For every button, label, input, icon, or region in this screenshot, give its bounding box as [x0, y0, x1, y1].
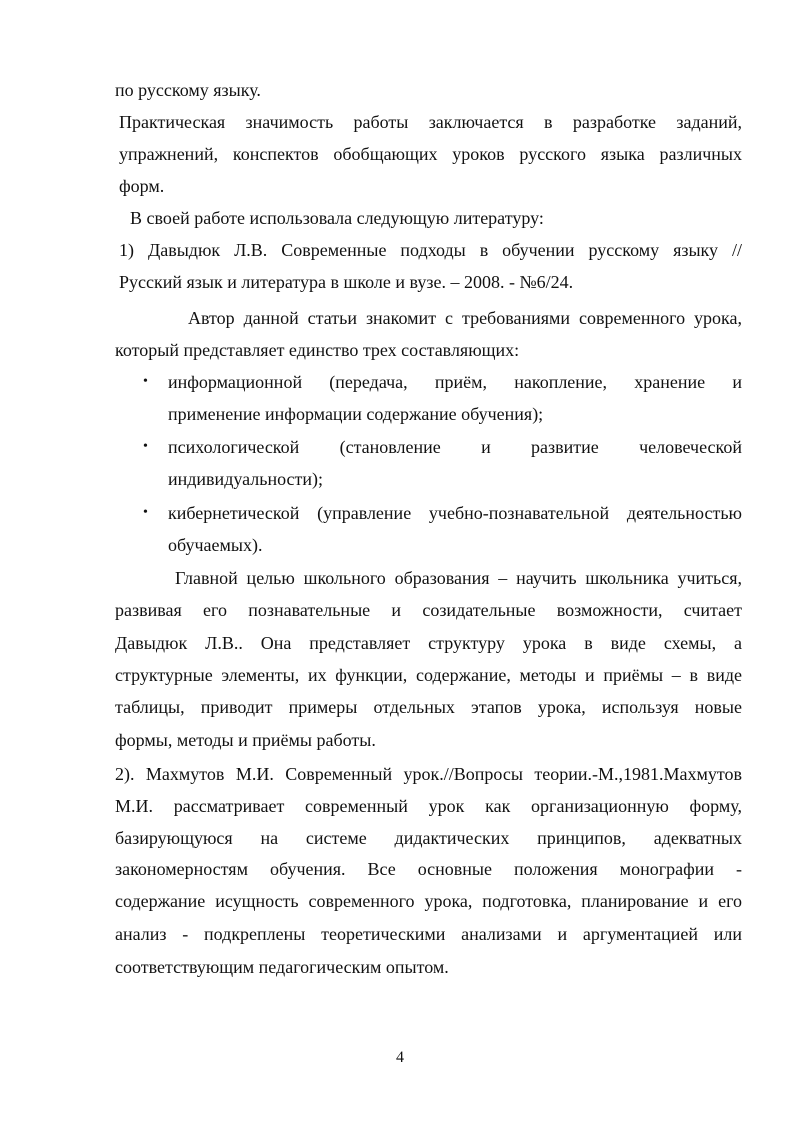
text-line: содержание исущность современного урока, подготовка, планирование и его	[115, 891, 742, 911]
text-line: который представляет единство трех составляющих:	[115, 340, 520, 360]
text-line: 2). Махмутов М.И. Современный урок.//Вопросы теории.-М.,1981.Махмутов	[115, 764, 742, 784]
text-line: соответствующим педагогическим опытом.	[115, 957, 449, 977]
list-bullet: •	[143, 439, 148, 454]
text-line: Давыдюк Л.В.. Она представляет структуру урока в виде схемы, а	[115, 633, 742, 653]
list-item-line: применение информации содержание обучения);	[168, 404, 544, 424]
list-item-line: психологической (становление и развитие человеческой	[168, 437, 742, 457]
text-line: таблицы, приводит примеры отдельных этапов урока, используя новые	[115, 697, 742, 717]
text-line: Практическая значимость работы заключается в разработке заданий,	[119, 112, 742, 132]
text-line: закономерностям обучения. Все основные положения монографии -	[115, 859, 742, 879]
text-line: Главной целью школьного образования – научить школьника учиться,	[175, 568, 742, 588]
text-line: структурные элементы, их функции, содержание, методы и приёмы – в виде	[115, 665, 742, 685]
list-item-line: обучаемых).	[168, 535, 263, 555]
text-line: по русскому языку.	[115, 80, 261, 100]
text-line: В своей работе использовала следующую литературу:	[130, 208, 544, 228]
text-line: анализ - подкреплены теоретическими анализами и аргументацией или	[115, 924, 742, 944]
page-number: 4	[396, 1049, 404, 1066]
text-line: формы, методы и приёмы работы.	[115, 730, 376, 750]
list-item-line: информационной (передача, приём, накопление, хранение и	[168, 372, 742, 392]
text-line: упражнений, конспектов обобщающих уроков русского языка различных	[119, 144, 742, 164]
text-line: развивая его познавательные и созидательные возможности, считает	[115, 600, 742, 620]
list-item-line: индивидуальности);	[168, 469, 324, 489]
text-line: Русский язык и литература в школе и вузе. – 2008. - №6/24.	[119, 272, 574, 292]
text-line: М.И. рассматривает современный урок как организационную форму,	[115, 796, 742, 816]
text-line: Автор данной статьи знакомит с требованиями современного урока,	[188, 308, 742, 328]
text-line: форм.	[119, 176, 165, 196]
list-bullet: •	[143, 505, 148, 520]
text-line: 1) Давыдюк Л.В. Современные подходы в обучении русскому языку //	[119, 240, 742, 260]
list-bullet: •	[143, 374, 148, 389]
list-item-line: кибернетической (управление учебно-познавательной деятельностью	[168, 503, 742, 523]
text-line: базирующуюся на системе дидактических принципов, адекватных	[115, 828, 742, 848]
